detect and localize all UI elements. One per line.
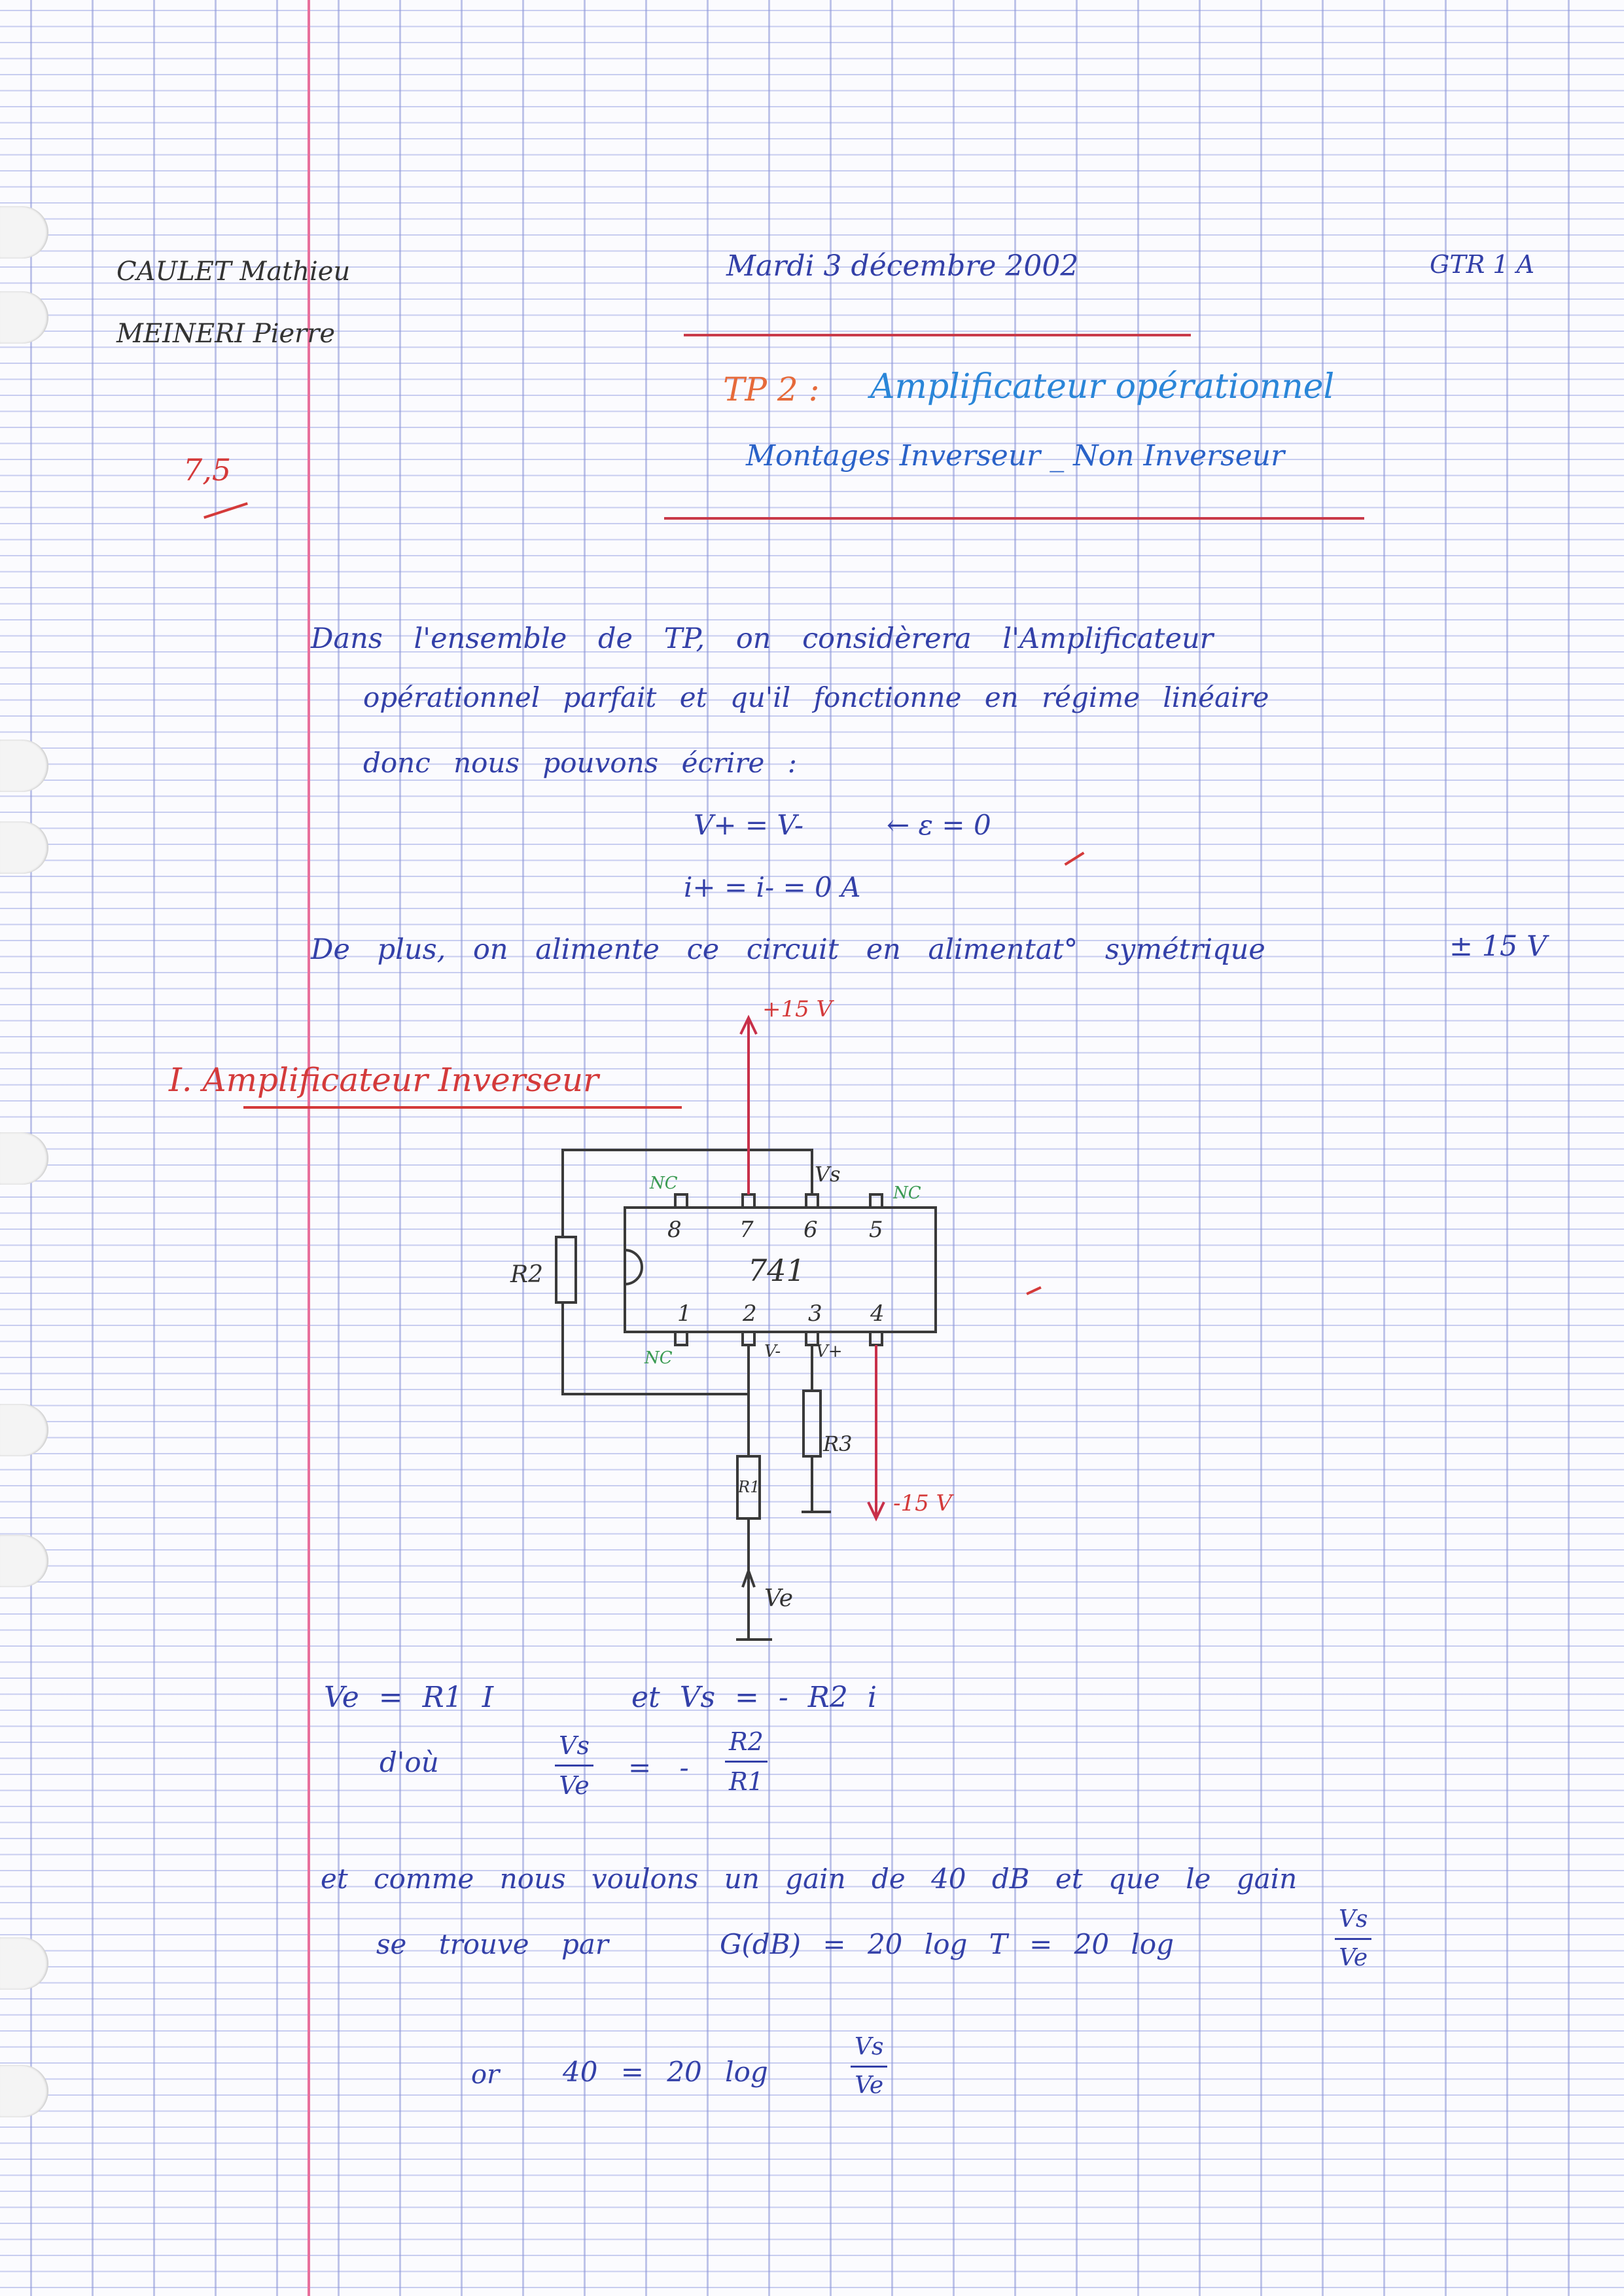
chip-name: 741 xyxy=(748,1253,805,1288)
final-equation: 40 = 20 log xyxy=(563,2056,768,2088)
fraction-numerator: Vs xyxy=(1339,1906,1368,1933)
fraction-r2-r1 xyxy=(725,1729,768,1794)
equation-i: i+ = i- = 0 A xyxy=(684,871,861,903)
gain-fraction xyxy=(1335,1908,1371,1970)
dou-label: d'où xyxy=(380,1746,439,1778)
tp-label: TP 2 : xyxy=(723,370,820,408)
title-line-1: Amplificateur opérationnel xyxy=(870,367,1335,406)
r3-label: R3 xyxy=(823,1431,853,1456)
pin-2-number: 2 xyxy=(743,1300,757,1327)
vs-equation: et Vs = - R2 i xyxy=(631,1681,877,1714)
author-name-2: MEINERI Pierre xyxy=(116,319,336,349)
gain-formula: G(dB) = 20 log T = 20 log xyxy=(720,1928,1174,1960)
minus-supply-label: -15 V xyxy=(893,1490,953,1516)
equals-minus: = - xyxy=(628,1751,689,1784)
fraction-vs-ve xyxy=(555,1733,593,1798)
or-label: or xyxy=(471,2060,500,2090)
pin-8 xyxy=(675,1194,687,1208)
r1-label: R1 xyxy=(738,1478,760,1496)
equation-epsilon: ← ε = 0 xyxy=(887,809,991,841)
plus-supply-label: +15 V xyxy=(762,996,833,1022)
fraction-denominator: Ve xyxy=(855,2072,884,2099)
fraction-bar xyxy=(1335,1938,1371,1940)
title-line-2: Montages Inverseur _ Non Inverseur xyxy=(746,439,1285,473)
v-plus-label: V+ xyxy=(816,1342,843,1361)
author-name-1: CAULET Mathieu xyxy=(116,257,351,287)
gain-line-2: se trouve par xyxy=(376,1928,609,1960)
pin-3-number: 3 xyxy=(808,1300,822,1327)
vs-label: Vs xyxy=(815,1162,841,1187)
fraction-numerator: R2 xyxy=(729,1727,764,1756)
ve-label: Ve xyxy=(764,1585,793,1612)
class-label: GTR 1 A xyxy=(1430,250,1535,279)
fraction-denominator: R1 xyxy=(729,1767,764,1796)
pin-5-number: 5 xyxy=(869,1217,883,1243)
fraction-denominator: Ve xyxy=(559,1771,590,1800)
pin-6 xyxy=(806,1194,818,1208)
grade: 7,5 xyxy=(183,452,232,488)
intro-line-1: Dans l'ensemble de TP, on considèrera l'Amplificateur xyxy=(311,622,1214,655)
resistor-r2 xyxy=(556,1237,576,1302)
ic-notch xyxy=(625,1250,642,1284)
v-minus-label: V- xyxy=(764,1342,781,1361)
ve-equation: Ve = R1 I xyxy=(324,1681,494,1714)
fraction-bar xyxy=(555,1765,593,1767)
pin-1-number: 1 xyxy=(677,1300,692,1327)
nc-pin5-label: NC xyxy=(893,1183,921,1203)
r2-label: R2 xyxy=(510,1261,544,1288)
intro-line-3: donc nous pouvons écrire : xyxy=(363,747,797,779)
pin-4 xyxy=(870,1332,882,1345)
supply-text: De plus, on alimente ce circuit en alimentat° symétrique xyxy=(311,933,1265,966)
fraction-numerator: Vs xyxy=(855,2034,884,2060)
fraction-bar xyxy=(725,1761,768,1763)
date: Mardi 3 décembre 2002 xyxy=(726,249,1079,283)
fraction-denominator: Ve xyxy=(1339,1945,1368,1971)
pin-8-number: 8 xyxy=(667,1217,682,1243)
resistor-r3 xyxy=(803,1391,821,1456)
pin-6-number: 6 xyxy=(803,1217,818,1243)
gain-line-1: et comme nous voulons un gain de 40 dB et que le gain xyxy=(321,1863,1297,1895)
final-fraction xyxy=(851,2036,887,2098)
equation-v: V+ = V- xyxy=(694,809,804,841)
pin-7 xyxy=(743,1194,754,1208)
nc-pin8-label: NC xyxy=(650,1174,678,1193)
pin-2 xyxy=(743,1332,754,1345)
intro-line-2: opérationnel parfait et qu'il fonctionne en régime linéaire xyxy=(363,681,1269,713)
section-title: I. Amplificateur Inverseur xyxy=(169,1061,599,1099)
nc-pin1-label: NC xyxy=(644,1348,673,1368)
fraction-numerator: Vs xyxy=(559,1731,590,1760)
fraction-bar xyxy=(851,2066,887,2068)
pin-5 xyxy=(870,1194,882,1208)
supply-value: ± 15 V xyxy=(1449,930,1547,963)
pin-1 xyxy=(675,1332,687,1345)
pin-7-number: 7 xyxy=(739,1217,754,1243)
pin-4-number: 4 xyxy=(870,1300,885,1327)
